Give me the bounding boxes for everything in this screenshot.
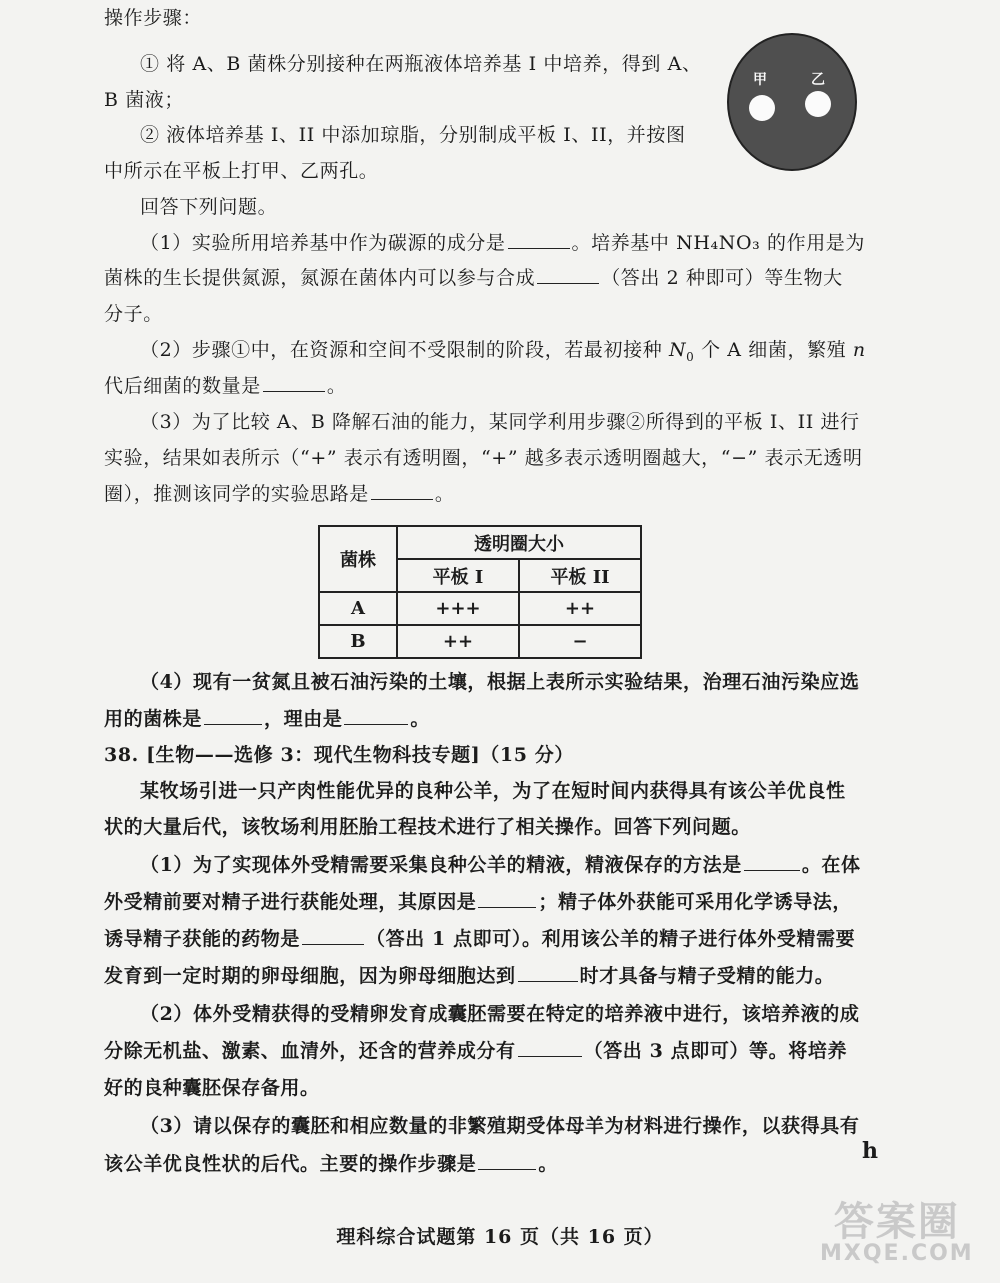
q4-line-2: 用的菌株是 ，理由是 。 xyxy=(104,708,431,730)
plate-1-header: 平板 I xyxy=(397,559,519,592)
answer-blank xyxy=(518,1038,582,1057)
answer-blank xyxy=(302,926,364,945)
q38-p1-line-3: 诱导精子获能的药物是 （答出 1 点即可）。利用该公羊的精子进行体外受精需要 xyxy=(104,928,856,950)
answer-blank xyxy=(263,373,325,392)
q38-title: 38. [生物——选修 3：现代生物科技专题]（15 分） xyxy=(104,744,574,766)
watermark-logo xyxy=(820,1190,974,1266)
strain-header: 菌株 xyxy=(319,526,397,592)
steps-heading: 操作步骤： xyxy=(104,7,203,29)
q38-intro-2: 状的大量后代，该牧场利用胚胎工程技术进行了相关操作。回答下列问题。 xyxy=(104,816,751,838)
step-2-line-2: 中所示在平板上打甲、乙两孔。 xyxy=(104,160,379,182)
q2-line-1: （2）步骤①中，在资源和空间不受限制的阶段，若最初接种 $N_0$ 个 A 细菌，繁殖 n xyxy=(140,339,866,364)
watermark-text: 答案圈 xyxy=(833,1199,960,1245)
plate-2-header: 平板 II xyxy=(519,559,641,592)
answer-blank xyxy=(508,230,570,249)
answer-blank xyxy=(537,265,599,284)
q1-line-3: 分子。 xyxy=(104,303,163,325)
margin-mark: h xyxy=(862,1138,878,1164)
petri-dish-figure xyxy=(727,33,857,171)
q38-p1-line-2: 外受精前要对精子进行获能处理，其原因是 ；精子体外获能可采用化学诱导法， xyxy=(104,891,853,913)
step-2-line-1: ② 液体培养基 I、II 中添加琼脂，分别制成平板 I、II，并按图 xyxy=(140,124,686,146)
q38-p1-line-4: 发育到一定时期的卵母细胞，因为卵母细胞达到 时才具备与精子受精的能力。 xyxy=(104,965,835,987)
page-footer: 理科综合试题第 16 页（共 16 页） xyxy=(336,1226,664,1248)
q38-p2-line-1: （2）体外受精获得的受精卵发育成囊胚需要在特定的培养液中进行，该培养液的成 xyxy=(140,1003,860,1025)
circle-size-header: 透明圈大小 xyxy=(397,526,641,559)
q3-line-1: （3）为了比较 A、B 降解石油的能力，某同学利用步骤②所得到的平板 I、II 进行 xyxy=(140,411,860,433)
answer-prompt: 回答下列问题。 xyxy=(140,196,278,218)
q2-line-2: 代后细菌的数量是 。 xyxy=(104,375,347,397)
answer-blank xyxy=(344,706,408,725)
hole-label-jia: 甲 xyxy=(753,72,767,88)
watermark-url: MXQE.COM xyxy=(820,1241,974,1266)
q38-p2-line-2: 分除无机盐、激素、血清外，还含的营养成分有 （答出 3 点即可）等。将培养 xyxy=(104,1040,848,1062)
answer-blank xyxy=(204,706,262,725)
answer-blank xyxy=(478,1151,536,1170)
q1-line-1: （1）实验所用培养基中作为碳源的成分是 。培养基中 NH₄NO₃ 的作用是为 xyxy=(140,232,866,254)
hole-label-yi: 乙 xyxy=(811,72,825,88)
q38-p3-line-1: （3）请以保存的囊胚和相应数量的非繁殖期受体母羊为材料进行操作，以获得具有 xyxy=(140,1115,860,1137)
table-row: A +++ ++ xyxy=(319,592,641,625)
q38-p2-line-3: 好的良种囊胚保存备用。 xyxy=(104,1077,320,1099)
answer-blank xyxy=(518,963,578,982)
q4-line-1: （4）现有一贫氮且被石油污染的土壤，根据上表所示实验结果，治理石油污染应选 xyxy=(140,671,860,693)
hole-yi xyxy=(805,91,831,117)
results-table xyxy=(318,525,642,659)
q3-line-3: 圈），推测该同学的实验思路是 。 xyxy=(104,483,455,505)
q3-line-2: 实验，结果如表所示（“+” 表示有透明圈，“+” 越多表示透明圈越大，“−” 表示无透明 xyxy=(104,447,863,469)
step-1-line-2: B 菌液； xyxy=(104,89,185,111)
q38-p3-line-2: 该公羊优良性状的后代。主要的操作步骤是 。 xyxy=(104,1153,559,1175)
q1-line-2: 菌株的生长提供氮源，氮源在菌体内可以参与合成 （答出 2 种即可）等生物大 xyxy=(104,267,843,289)
answer-blank xyxy=(478,889,536,908)
answer-blank xyxy=(744,852,800,871)
table-row: B ++ − xyxy=(319,625,641,658)
answer-blank xyxy=(371,481,433,500)
hole-jia xyxy=(749,95,775,121)
q38-intro-1: 某牧场引进一只产肉性能优异的良种公羊，为了在短时间内获得具有该公羊优良性 xyxy=(140,780,846,802)
q38-p1-line-1: （1）为了实现体外受精需要采集良种公羊的精液，精液保存的方法是 。在体 xyxy=(140,854,861,876)
step-1-line-1: ① 将 A、B 菌株分别接种在两瓶液体培养基 I 中培养，得到 A、 xyxy=(140,53,702,75)
